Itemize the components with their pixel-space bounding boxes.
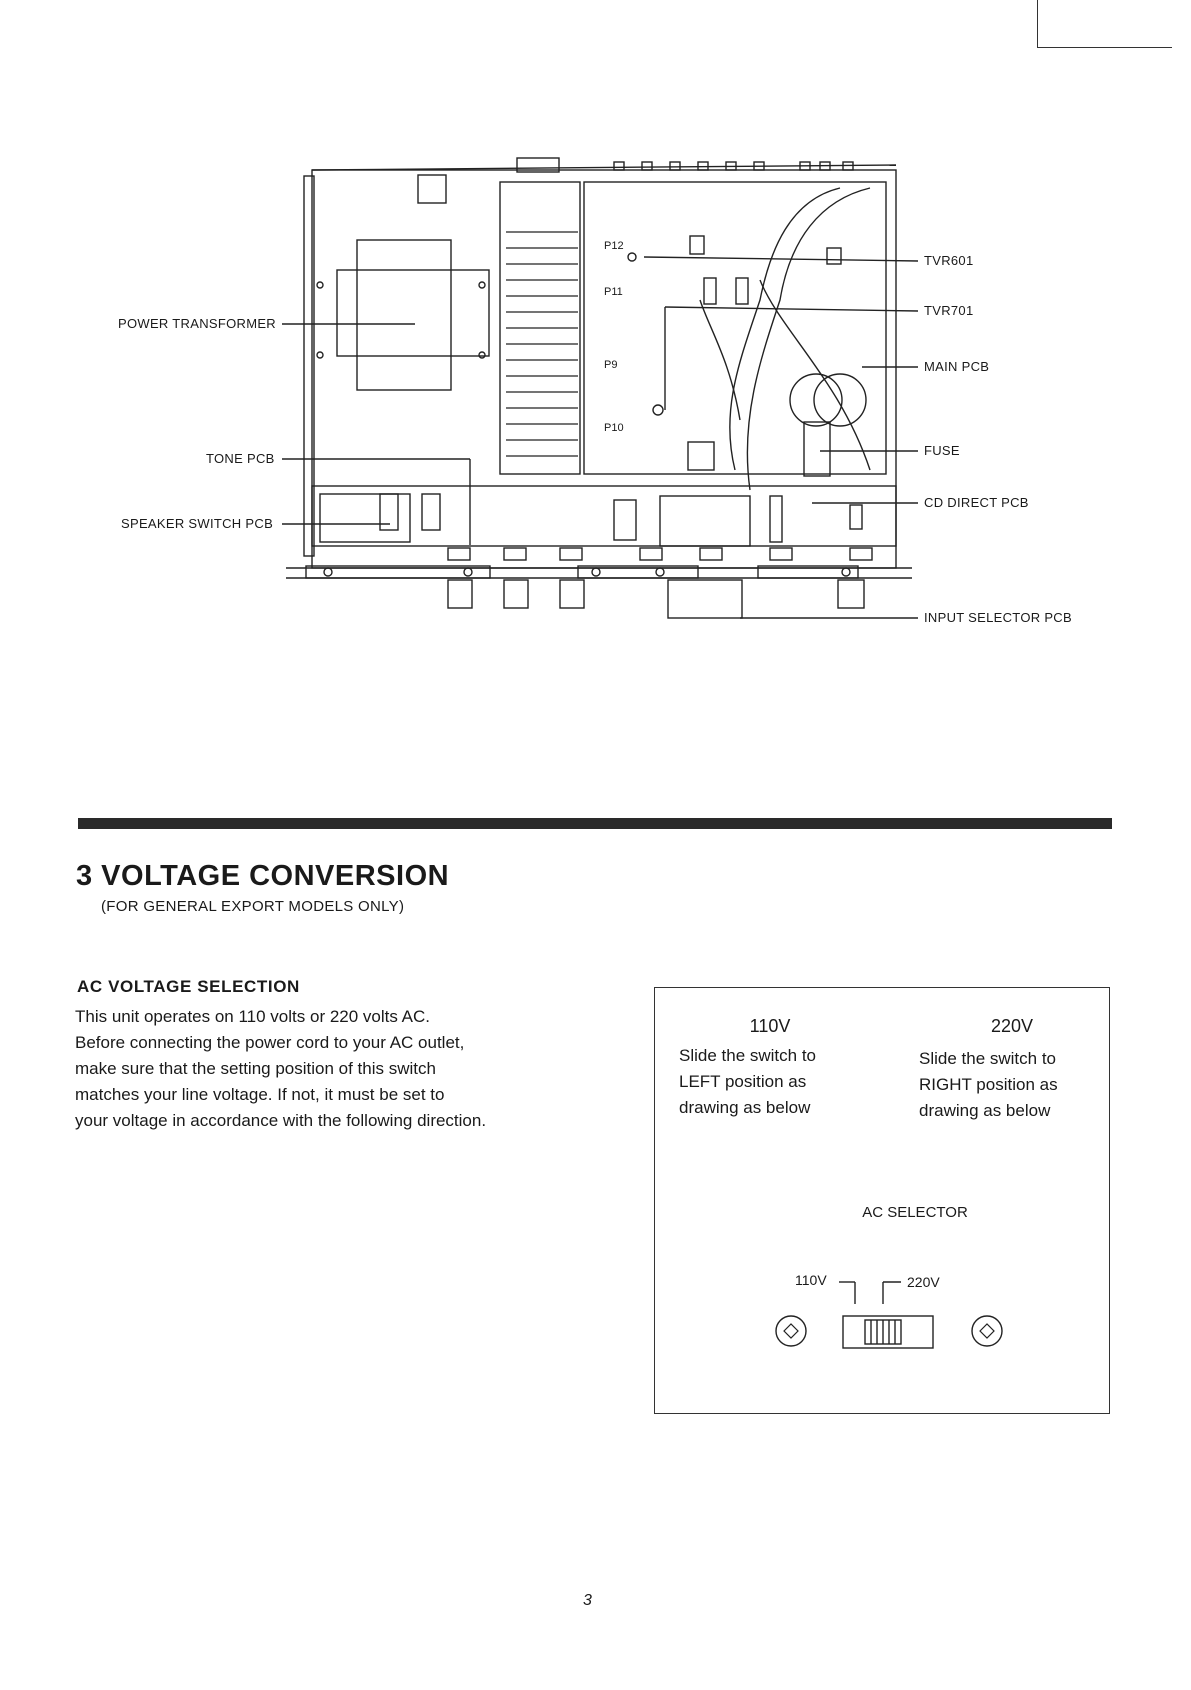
label-input-selector-pcb: INPUT SELECTOR PCB bbox=[924, 610, 1072, 625]
paragraph-line: This unit operates on 110 volts or 220 volts AC. bbox=[75, 1007, 430, 1026]
ac-selector-drawing bbox=[655, 988, 1111, 1415]
right-instruction-line: Slide the switch to bbox=[919, 1049, 1057, 1068]
label-tone-pcb: TONE PCB bbox=[206, 451, 275, 466]
label-p9: P9 bbox=[604, 359, 618, 371]
selector-110v-label: 110V bbox=[795, 1272, 827, 1288]
label-p10: P10 bbox=[604, 422, 624, 434]
label-fuse: FUSE bbox=[924, 443, 960, 458]
right-instruction-line: drawing as below bbox=[919, 1101, 1051, 1120]
chassis-layout-diagram bbox=[0, 0, 1191, 660]
section-subtitle: (FOR GENERAL EXPORT MODELS ONLY) bbox=[101, 898, 405, 915]
paragraph-line: matches your line voltage. If not, it must be set to bbox=[75, 1085, 445, 1104]
ac-voltage-selection-heading: AC VOLTAGE SELECTION bbox=[77, 977, 300, 996]
voltage-instruction-box bbox=[654, 987, 1110, 1414]
label-cd-direct-pcb: CD DIRECT PCB bbox=[924, 495, 1029, 510]
label-p11: P11 bbox=[604, 286, 623, 298]
right-instruction-line: RIGHT position as bbox=[919, 1075, 1058, 1094]
selector-220v-label: 220V bbox=[907, 1274, 940, 1290]
paragraph-line: make sure that the setting position of this switch bbox=[75, 1059, 436, 1078]
left-instruction-line: drawing as below bbox=[679, 1098, 811, 1117]
paragraph-line: your voltage in accordance with the following direction. bbox=[75, 1111, 487, 1130]
left-instruction-line: Slide the switch to bbox=[679, 1046, 817, 1065]
right-voltage-heading: 220V bbox=[990, 1016, 1034, 1036]
label-tvr601: TVR601 bbox=[924, 253, 974, 268]
label-tvr701: TVR701 bbox=[924, 303, 974, 318]
page-number: 3 bbox=[583, 1592, 592, 1609]
label-speaker-switch-pcb: SPEAKER SWITCH PCB bbox=[121, 516, 274, 531]
label-p12: P12 bbox=[604, 240, 624, 252]
label-main-pcb: MAIN PCB bbox=[924, 359, 990, 374]
section-title: 3 VOLTAGE CONVERSION bbox=[76, 860, 450, 892]
section-divider bbox=[78, 818, 1112, 829]
ac-selector-label: AC SELECTOR bbox=[862, 1204, 968, 1221]
label-power-transformer: POWER TRANSFORMER bbox=[118, 316, 276, 331]
left-instruction-line: LEFT position as bbox=[679, 1072, 807, 1091]
paragraph-line: Before connecting the power cord to your AC outlet, bbox=[75, 1033, 465, 1052]
left-voltage-heading: 110V bbox=[749, 1016, 791, 1036]
